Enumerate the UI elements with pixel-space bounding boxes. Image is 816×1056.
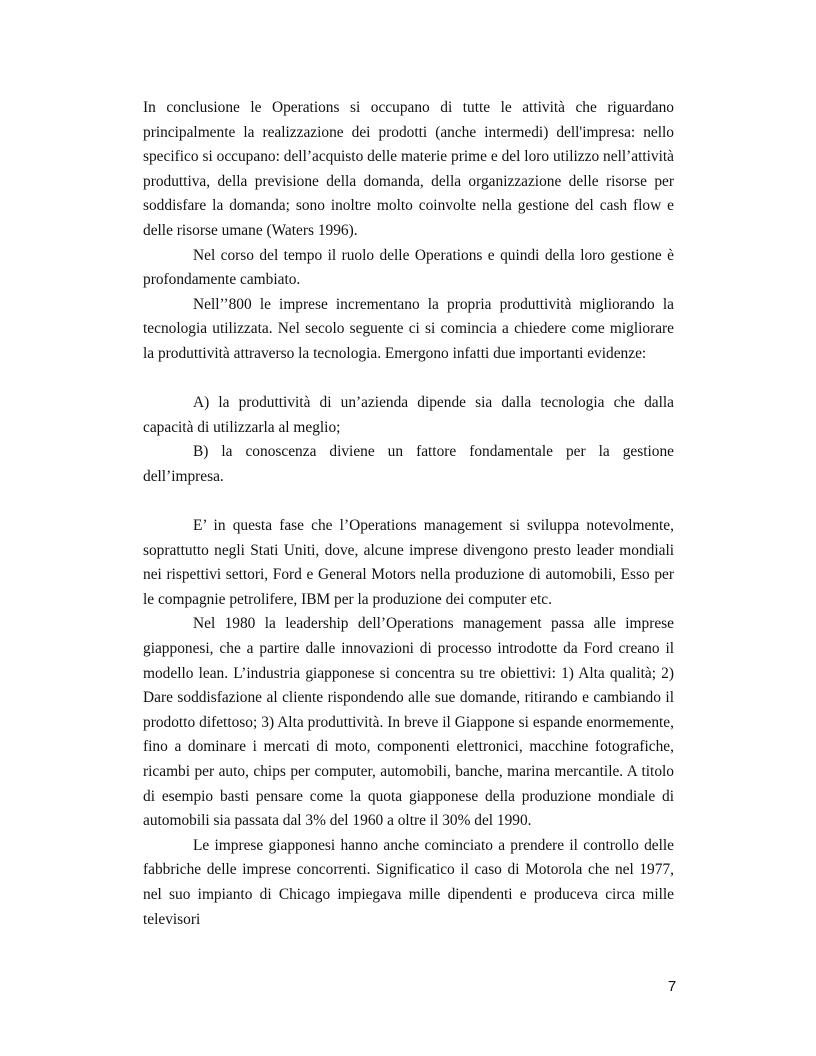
paragraph: Le imprese giapponesi hanno anche cominciato a prendere il controllo delle fabbriche delle imprese concorrenti. Significatico il caso di Motorola che nel 1977, nel suo impianto di Chicago impiegava mille dipendenti e produceva circa mille televisori: [143, 836, 674, 928]
body-text: [143, 96, 674, 932]
page-number: 7: [667, 978, 677, 995]
paragraph: E’ in questa fase che l’Operations management si sviluppa notevolmente, soprattutto negli Stati Uniti, dove, alcune imprese divengono presto leader mondiali nei rispettivi settori, Ford e General Motors nella produzione di automobili, Esso per le compagnie petrolifere, IBM per la produzione dei computer etc.: [143, 517, 674, 608]
paragraph: Nell’’800 le imprese incrementano la propria produttività migliorando la tecnologia utilizzata. Nel secolo seguente ci si comincia a chiedere come migliorare la produttività attraverso la tecnologia. Emergono infatti due importanti evidenze:: [143, 295, 674, 362]
list-item: B) la conoscenza diviene un fattore fondamentale per la gestione dell’impresa.: [143, 443, 674, 485]
paragraph-spacer: [143, 367, 674, 392]
paragraph: In conclusione le Operations si occupano di tutte le attività che riguardano principalmente la realizzazione dei prodotti (anche intermedi) dell'impresa: nello specifico si occupano: dell’acquisto delle materie prime e del loro utilizzo nell’attività produttiva, della previsione della domanda, della organizzazione delle risorse per soddisfare la domanda; sono inoltre molto coinvolte nella gestione del cash flow e delle risorse umane (Waters 1996).: [143, 99, 674, 239]
list-item: A) la produttività di un’azienda dipende sia dalla tecnologia che dalla capacità di utilizzarla al meglio;: [143, 394, 674, 436]
paragraph: Nel corso del tempo il ruolo delle Operations e quindi della loro gestione è profondamente cambiato.: [143, 246, 674, 289]
paragraph-spacer: [143, 490, 674, 515]
paragraph: Nel 1980 la leadership dell’Operations management passa alle imprese giapponesi, che a partire dalle innovazioni di processo introdotte da Ford creano il modello lean. L’industria giapponese si concentra su tre obiettivi: 1) Alta qualità; 2) Dare soddisfazione al cliente rispondendo alle sue domande, ritirando e cambiando il prodotto difettoso; 3) Alta produttività. In breve il Giappone si espande enormemente, fino a dominare i mercati di moto, componenti elettronici, macchine fotografiche, ricambi per auto, chips per computer, automobili, banche, marina mercantile. A titolo di esempio basti pensare come la quota giapponese della produzione mondiale di automobili sia passata dal 3% del 1960 a oltre il 30% del 1990.: [143, 615, 674, 830]
